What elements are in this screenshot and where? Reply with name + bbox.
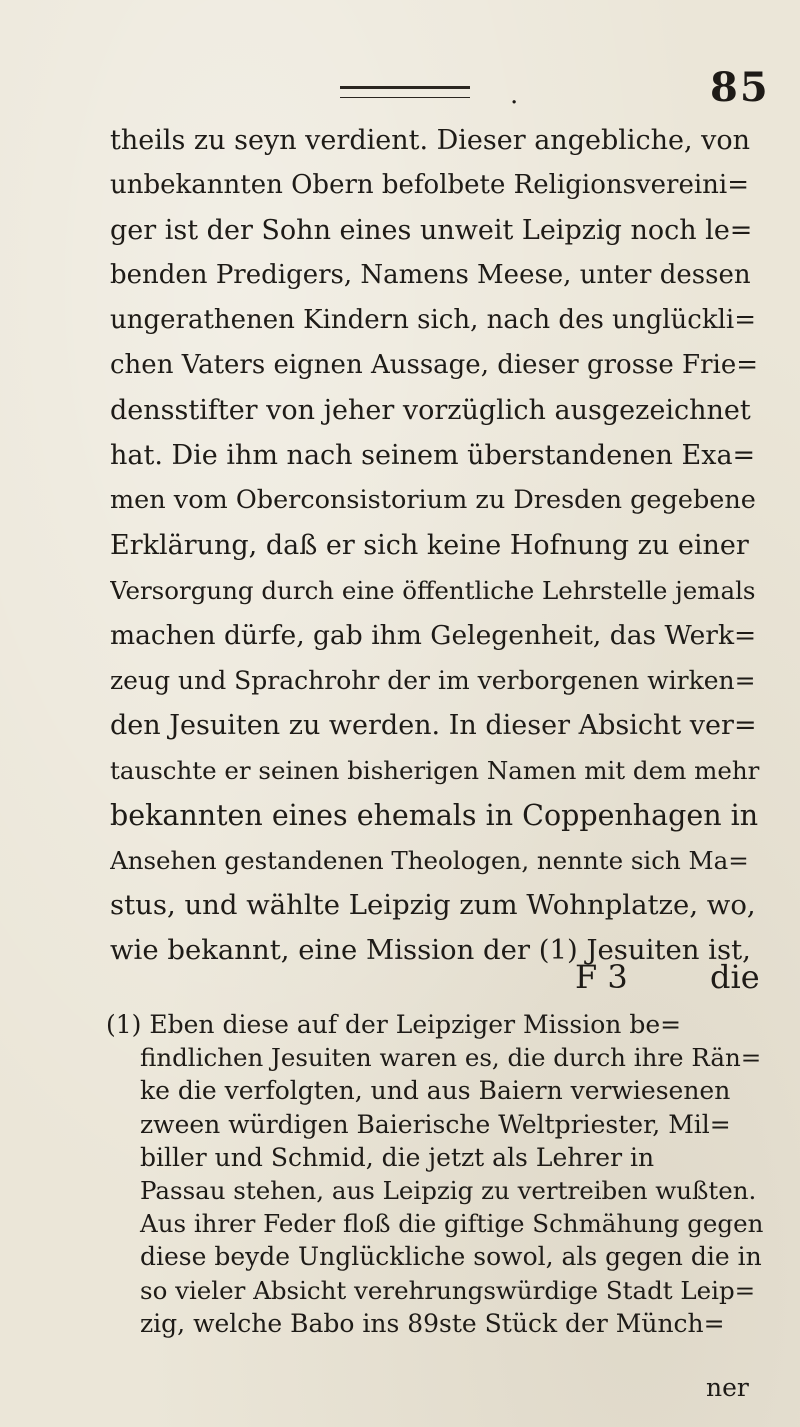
text-line: Versorgung durch eine öffentliche Lehrstelle jemals bbox=[110, 576, 756, 605]
text-line: bekannten eines ehemals in Coppenhagen in bbox=[110, 799, 759, 832]
signature-row bbox=[110, 955, 760, 1000]
footnote-line: biller und Schmid, die jetzt als Lehrer in bbox=[140, 1142, 655, 1172]
signature-mark: F 3 bbox=[575, 958, 628, 996]
footnote-block bbox=[106, 1008, 766, 1340]
footnote-line: (1) Eben diese auf der Leipziger Mission be= bbox=[106, 1010, 682, 1039]
header-rule-ornament bbox=[340, 86, 470, 98]
catchword: die bbox=[710, 958, 760, 996]
text-line: stus, und wählte Leipzig zum Wohnplatze, wo, bbox=[110, 889, 756, 921]
text-line: theils zu seyn verdient. Dieser angebliche, von bbox=[110, 125, 751, 156]
text-line: men vom Oberconsistorium zu Dresden gegebene bbox=[110, 485, 756, 515]
footnote-line: diese beyde Unglückliche sowol, als gegen die in bbox=[140, 1242, 762, 1272]
main-text-block bbox=[110, 118, 760, 973]
text-line: Ansehen gestandenen Theologen, nennte sich Ma= bbox=[110, 846, 749, 875]
footnote-line: zig, welche Babo ins 89ste Stück der Münch= bbox=[140, 1308, 725, 1338]
text-line: ger ist der Sohn eines unweit Leipzig noch le= bbox=[110, 215, 753, 246]
footnote-line: so vieler Absicht verehrungswürdige Stadt Leip= bbox=[140, 1275, 756, 1305]
text-line: chen Vaters eignen Aussage, dieser grosse Frie= bbox=[110, 350, 759, 380]
text-line: machen dürfe, gab ihm Gelegenheit, das Werk= bbox=[110, 620, 757, 651]
text-line: zeug und Sprachrohr der im verborgenen wirken= bbox=[110, 666, 756, 695]
page-number: 85 bbox=[710, 64, 770, 111]
text-line: wie bekannt, eine Mission der (1) Jesuiten ist, bbox=[110, 934, 751, 966]
text-line: densstifter von jeher vorzüglich ausgezeichnet bbox=[110, 395, 751, 426]
text-line: benden Predigers, Namens Meese, unter dessen bbox=[110, 260, 751, 290]
text-line: ungerathenen Kindern sich, nach des unglückli= bbox=[110, 305, 757, 335]
text-line: tauschte er seinen bisherigen Namen mit dem mehr bbox=[110, 756, 760, 785]
footnote-line: ke die verfolgten, und aus Baiern verwiesenen bbox=[140, 1076, 731, 1106]
footnote-line: Passau stehen, aus Leipzig zu vertreiben wußten. bbox=[140, 1175, 757, 1205]
text-line: hat. Die ihm nach seinem überstandenen Exa= bbox=[110, 440, 756, 471]
text-line: Erklärung, daß er sich keine Hofnung zu einer bbox=[110, 530, 749, 561]
footnote-line: Aus ihrer Feder floß die giftige Schmähung gegen bbox=[140, 1209, 764, 1239]
text-line: unbekannten Obern befolbete Religionsvereini= bbox=[110, 170, 749, 200]
header-dot: . bbox=[510, 80, 519, 110]
text-line: den Jesuiten zu werden. In dieser Absicht ver= bbox=[110, 710, 757, 741]
footnote-line: zween würdigen Baierische Weltpriester, Mil= bbox=[140, 1109, 731, 1139]
footnote-catchword: ner bbox=[706, 1373, 749, 1402]
footnote-line: findlichen Jesuiten waren es, die durch ihre Rän= bbox=[140, 1043, 762, 1073]
